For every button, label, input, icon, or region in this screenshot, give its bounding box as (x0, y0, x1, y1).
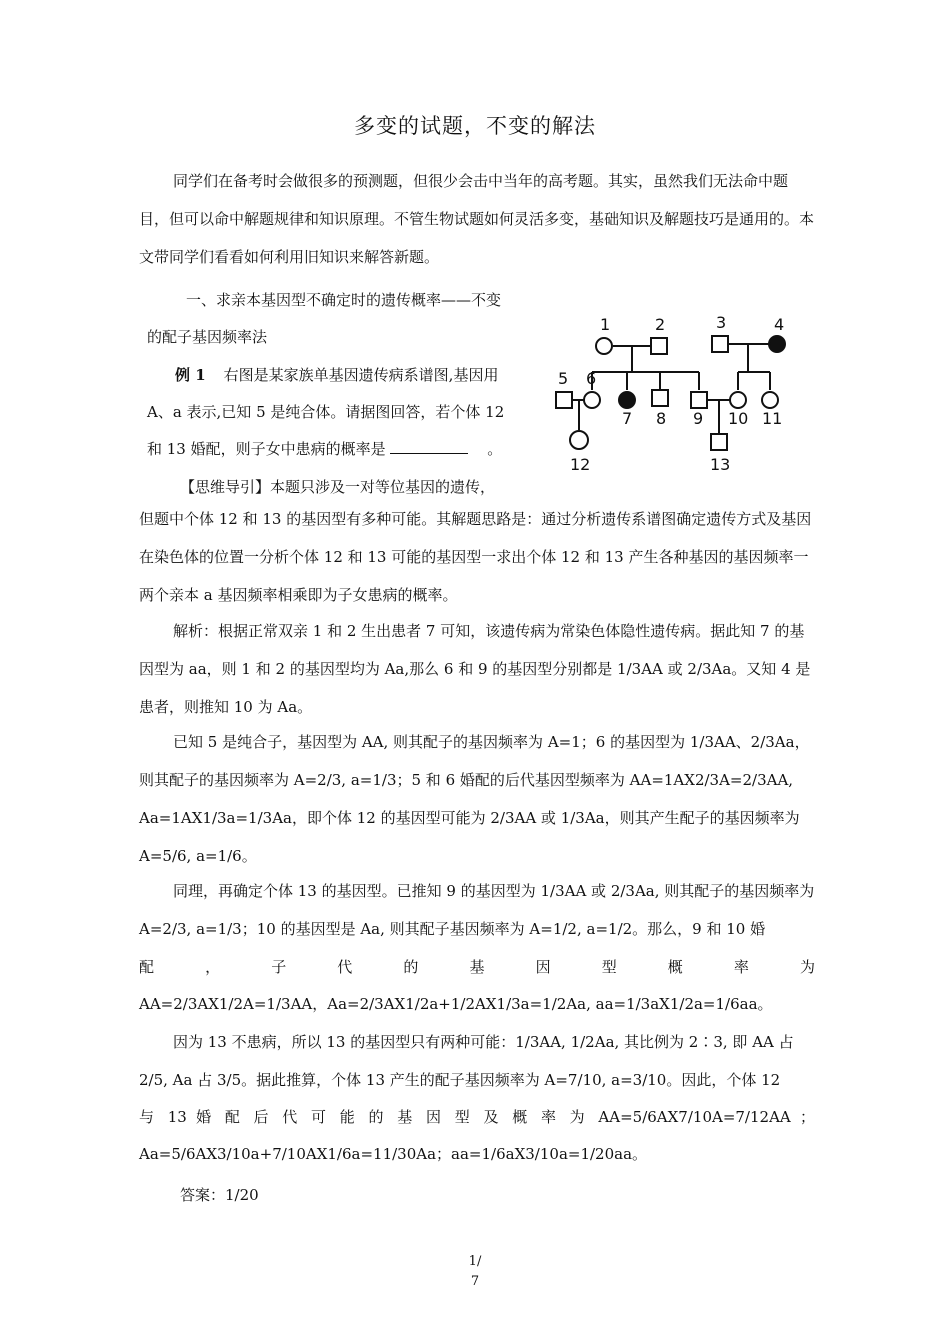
because-paragraph: 因为 13 不患病，所以 13 的基因型只有两种可能：1/3AA, 1/2Aa, 其比例为 2∶3, 即 AA 占 2/5, Aa 占 3/5。据此推算，个体 13 产生的配子基因频率为 A=7/10, a=3/10。因此，个体 12 (139, 1033, 794, 1089)
label-2: 2 (655, 315, 666, 334)
individual-1 (596, 338, 612, 354)
because-paragraph-formula: Aa=5/6AX3/10a+7/10AX1/6a=11/30Aa；aa=1/6aX3/10a=1/20aa。 (139, 1145, 648, 1163)
guide-line1: 【思维导引】本题只涉及一对等位基因的遗传， (180, 478, 496, 496)
label-13: 13 (710, 455, 731, 474)
label-1: 1 (600, 315, 611, 334)
example-text-3-end: 。 (487, 440, 503, 458)
guide-paragraph: 但题中个体 12 和 13 的基因型有多种可能。其解题思路是：通过分析遗传系谱图确定遗传方式及基因在染色体的位置一分析个体 12 和 13 可能的基因型一求出个体 12 和 13 产生各种基因的基因频率一两个亲本 a 基因频率相乘即为子女患病的概率。 (139, 510, 812, 604)
page-title: 多变的试题，不变的解法 (354, 114, 596, 138)
label-3: 3 (716, 313, 727, 332)
individual-4 (769, 336, 785, 352)
label-5: 5 (558, 369, 569, 388)
individual-8 (652, 390, 668, 406)
answer-blank (390, 439, 468, 454)
individual-9 (691, 392, 707, 408)
label-7: 7 (622, 409, 633, 428)
individual-12 (570, 431, 588, 449)
same-paragraph: 同理，再确定个体 13 的基因型。已推知 9 的基因型为 1/3AA 或 2/3Aa, 则其配子的基因频率为 A=2/3, a=1/3；10 的基因型是 Aa, 则其配子基因频率为 A=1/2, a=1/2。那么，9 和 10 婚 (139, 882, 815, 938)
example-text-3: 和 13 婚配，则子女中患病的概率是 (147, 440, 386, 458)
same-paragraph-spread: 配 ， 子 代 的 基 因 型 概 率 为 (139, 958, 815, 976)
pedigree-chart (548, 310, 812, 480)
label-8: 8 (656, 409, 667, 428)
individual-10 (730, 392, 746, 408)
example-line2: A、a 表示,已知 5 是纯合体。请据图回答，若个体 12 (147, 403, 505, 421)
individual-13 (711, 434, 727, 450)
because-paragraph-spread: 与 13 婚 配 后 代 可 能 的 基 因 型 及 概 率 为 AA=5/6AX7/10A=7/12AA ； (139, 1108, 815, 1126)
known-paragraph: 已知 5 是纯合子，基因型为 AA, 则其配子的基因频率为 A=1；6 的基因型为 1/3AA、2/3Aa，则其配子的基因频率为 A=2/3, a=1/3；5 和 6 婚配的后代基因型频率为 AA=1AX2/3A=2/3AA, Aa=1AX1/3a=1/3Aa，即个体 12 的基因型可能为 2/3AA 或 1/3Aa，则其产生配子的基因频率为 A=5/6, a=1/6。 (139, 733, 810, 865)
individual-6 (584, 392, 600, 408)
label-4: 4 (774, 315, 785, 334)
individual-5 (556, 392, 572, 408)
section-heading-line1: 一、求亲本基因型不确定时的遗传概率——不变 (186, 291, 502, 309)
same-paragraph-formula: AA=2/3AX1/2A=1/3AA，Aa=2/3AX1/2a+1/2AX1/3a=1/2Aa, aa=1/3aX1/2a=1/6aa。 (139, 995, 773, 1013)
analysis-paragraph: 解析：根据正常双亲 1 和 2 生出患者 7 可知，该遗传病为常染色体隐性遗传病。据此知 7 的基因型为 aa，则 1 和 2 的基因型均为 Aa,那么 6 和 9 的基因型分别都是 1/3AA 或 2/3Aa。又知 4 是患者，则推知 10 为 Aa。 (139, 622, 811, 716)
page-number-current: 1/ (468, 1254, 482, 1269)
intro-paragraph: 同学们在备考时会做很多的预测题，但很少会击中当年的高考题。其实，虽然我们无法命中题目，但可以命中解题规律和知识原理。不管生物试题如何灵活多变，基础知识及解题技巧是通用的。本文带同学们看看如何利用旧知识来解答新题。 (139, 172, 815, 266)
page-number-total: 7 (470, 1274, 480, 1289)
individual-2 (651, 338, 667, 354)
individual-3 (712, 336, 728, 352)
page-number (0, 1252, 950, 1292)
label-10: 10 (728, 409, 749, 428)
individual-7 (619, 392, 635, 408)
individual-11 (762, 392, 778, 408)
example-label: 例 1 (175, 366, 206, 384)
label-12: 12 (570, 455, 591, 474)
label-11: 11 (762, 409, 783, 428)
example-line1 (147, 364, 547, 385)
section-heading-line2: 的配子基因频率法 (147, 328, 268, 346)
label-6: 6 (586, 369, 597, 388)
label-9: 9 (693, 409, 704, 428)
example-line3 (147, 438, 547, 459)
answer: 答案：1/20 (180, 1186, 259, 1204)
example-text-1: 右图是某家族单基因遗传病系谱图,基因用 (223, 366, 499, 384)
